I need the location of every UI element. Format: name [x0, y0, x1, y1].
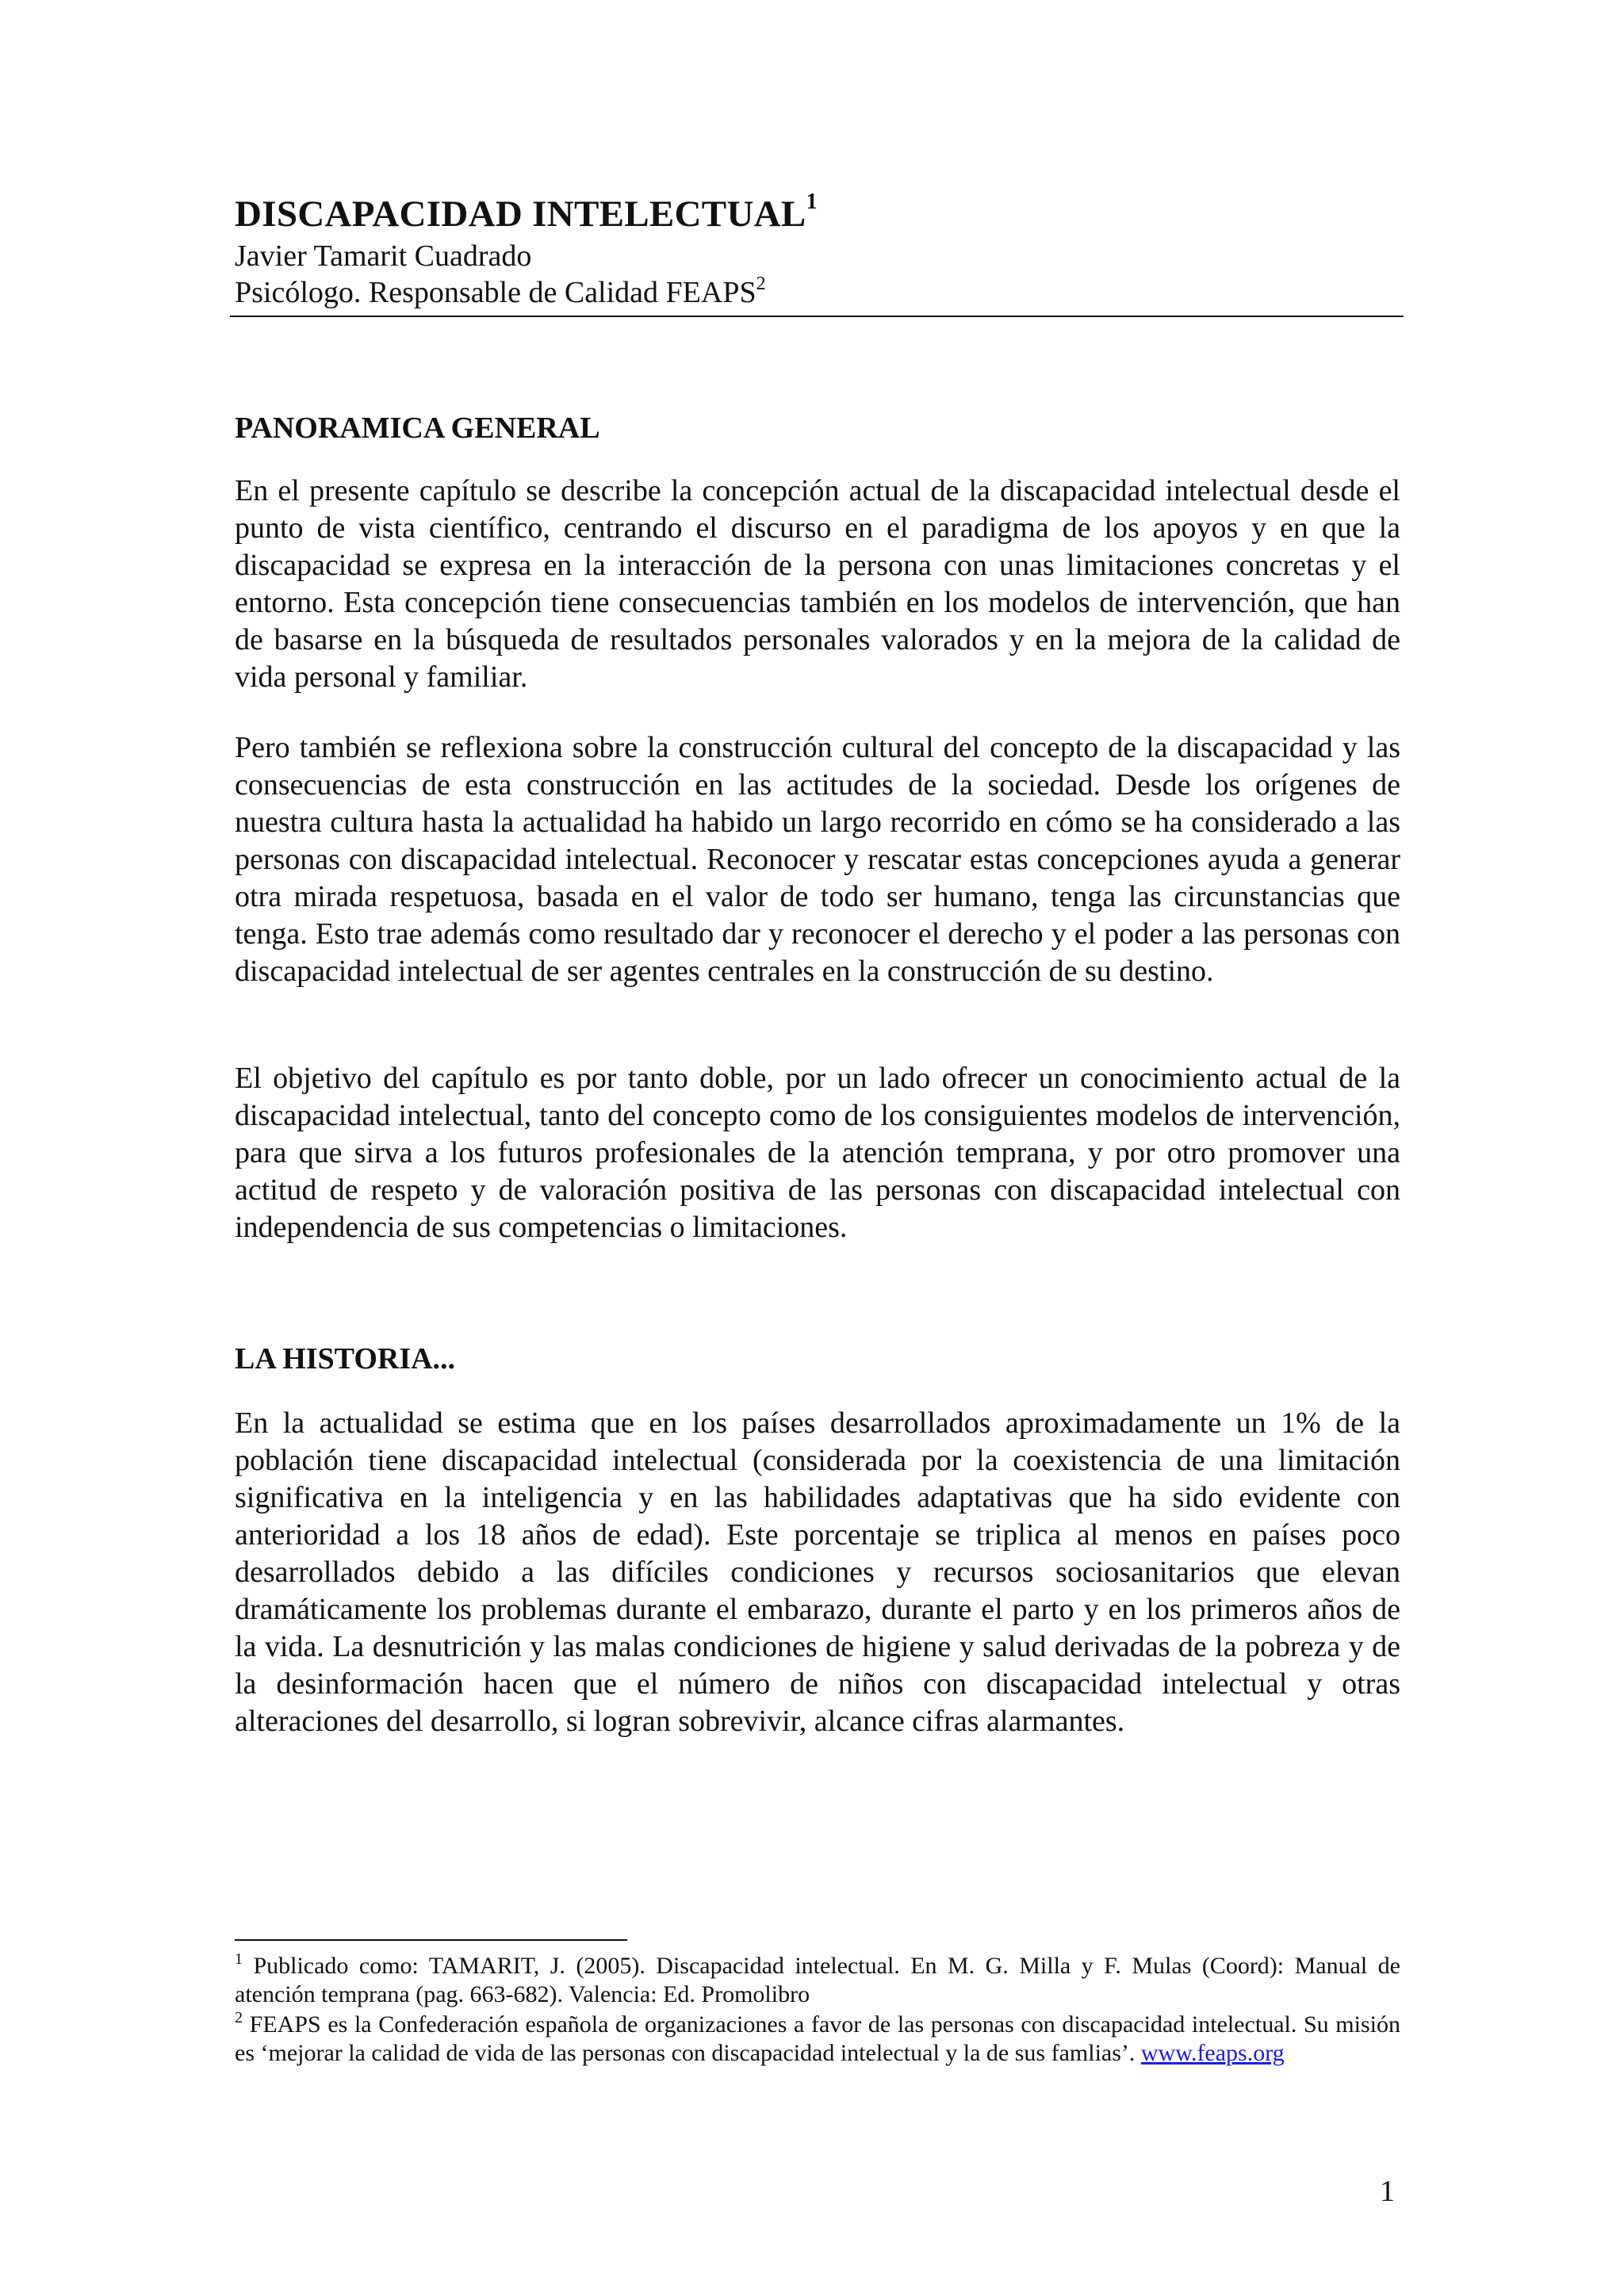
paragraph-4: En la actualidad se estima que en los países desarrollados aproximadamente un 1% de la población tiene discapacidad intelectual (considerada por la coexistencia de una limitación significativa en la inteligencia y en las habilidades adaptativas que ha sido evidente con anterioridad a los 18 años de edad). Este porcentaje se triplica al menos en países poco desarrollados debido a las difíciles condiciones y recursos sociosanitarios que elevan dramáticamente los problemas durante el embarazo, durante el parto y en los primeros años de la vida. La desnutrición y las malas condiciones de higiene y salud derivadas de la pobreza y de la desinformación hacen que el número de niños con discapacidad intelectual y otras alteraciones del desarrollo, si logran sobrevivir, alcance cifras alarmantes. [235, 1406, 1400, 1738]
author-role [235, 274, 1400, 311]
footnote-2-mark: 2 [235, 2009, 243, 2026]
title-footnote-ref[interactable]: 1 [806, 189, 818, 214]
footnote-1 [235, 1952, 1400, 2009]
author-name: Javier Tamarit Cuadrado [235, 239, 532, 273]
document-title [235, 190, 1400, 238]
role-footnote-ref[interactable]: 2 [756, 274, 766, 294]
role-text: Psicólogo. Responsable de Calidad FEAPS [235, 276, 756, 309]
feaps-link[interactable]: www.feaps.org [1140, 2040, 1285, 2066]
section-heading-panoramica: PANORAMICA GENERAL [235, 411, 600, 445]
page-number: 1 [1380, 2175, 1395, 2208]
title-text: DISCAPACIDAD INTELECTUAL [235, 193, 806, 235]
section-heading-historia: LA HISTORIA... [235, 1342, 456, 1376]
footnote-2 [235, 2011, 1400, 2068]
paragraph-3: El objetivo del capítulo es por tanto doble, por un lado ofrecer un conocimiento actual de la discapacidad intelectual, tanto del concepto como de los consiguientes modelos de intervención, para que sirva a los futuros profesionales de la atención temprana, y por otro promover una actitud de respeto y de valoración positiva de las personas con discapacidad intelectual con independencia de sus competencias o limitaciones. [235, 1062, 1400, 1244]
paragraph-1: En el presente capítulo se describe la concepción actual de la discapacidad intelectual desde el punto de vista científico, centrando el discurso en el paradigma de los apoyos y en que la discapacidad se expresa en la interacción de la persona con unas limitaciones concretas y el entorno. Esta concepción tiene consecuencias también en los modelos de intervención, que han de basarse en la búsqueda de resultados personales valorados y en la mejora de la calidad de vida personal y familiar. [235, 474, 1400, 694]
footnote-1-text: Publicado como: TAMARIT, J. (2005). Discapacidad intelectual. En M. G. Milla y F. Mulas (Coord): Manual de atención temprana (pag. 663-682). Valencia: Ed. Promolibro [235, 1953, 1400, 2007]
footnote-1-mark: 1 [235, 1950, 243, 1968]
footnote-divider [235, 1939, 627, 1941]
header-divider [230, 316, 1404, 317]
paragraph-2: Pero también se reflexiona sobre la construcción cultural del concepto de la discapacidad y las consecuencias de esta construcción en las actitudes de la sociedad. Desde los orígenes de nuestra cultura hasta la actualidad ha habido un largo recorrido en cómo se ha considerado a las personas con discapacidad intelectual. Reconocer y rescatar estas concepciones ayuda a generar otra mirada respetuosa, basada en el valor de todo ser humano, tenga las circunstancias que tenga. Esto trae además como resultado dar y reconocer el derecho y el poder a las personas con discapacidad intelectual de ser agentes centrales en la construcción de su destino. [235, 731, 1400, 988]
footnote-2-text: FEAPS es la Confederación española de organizaciones a favor de las personas con discapacidad intelectual. Su misión es ‘mejorar la calidad de vida de las personas con discapacidad intelectual y la de sus famlias’. [235, 2011, 1400, 2066]
